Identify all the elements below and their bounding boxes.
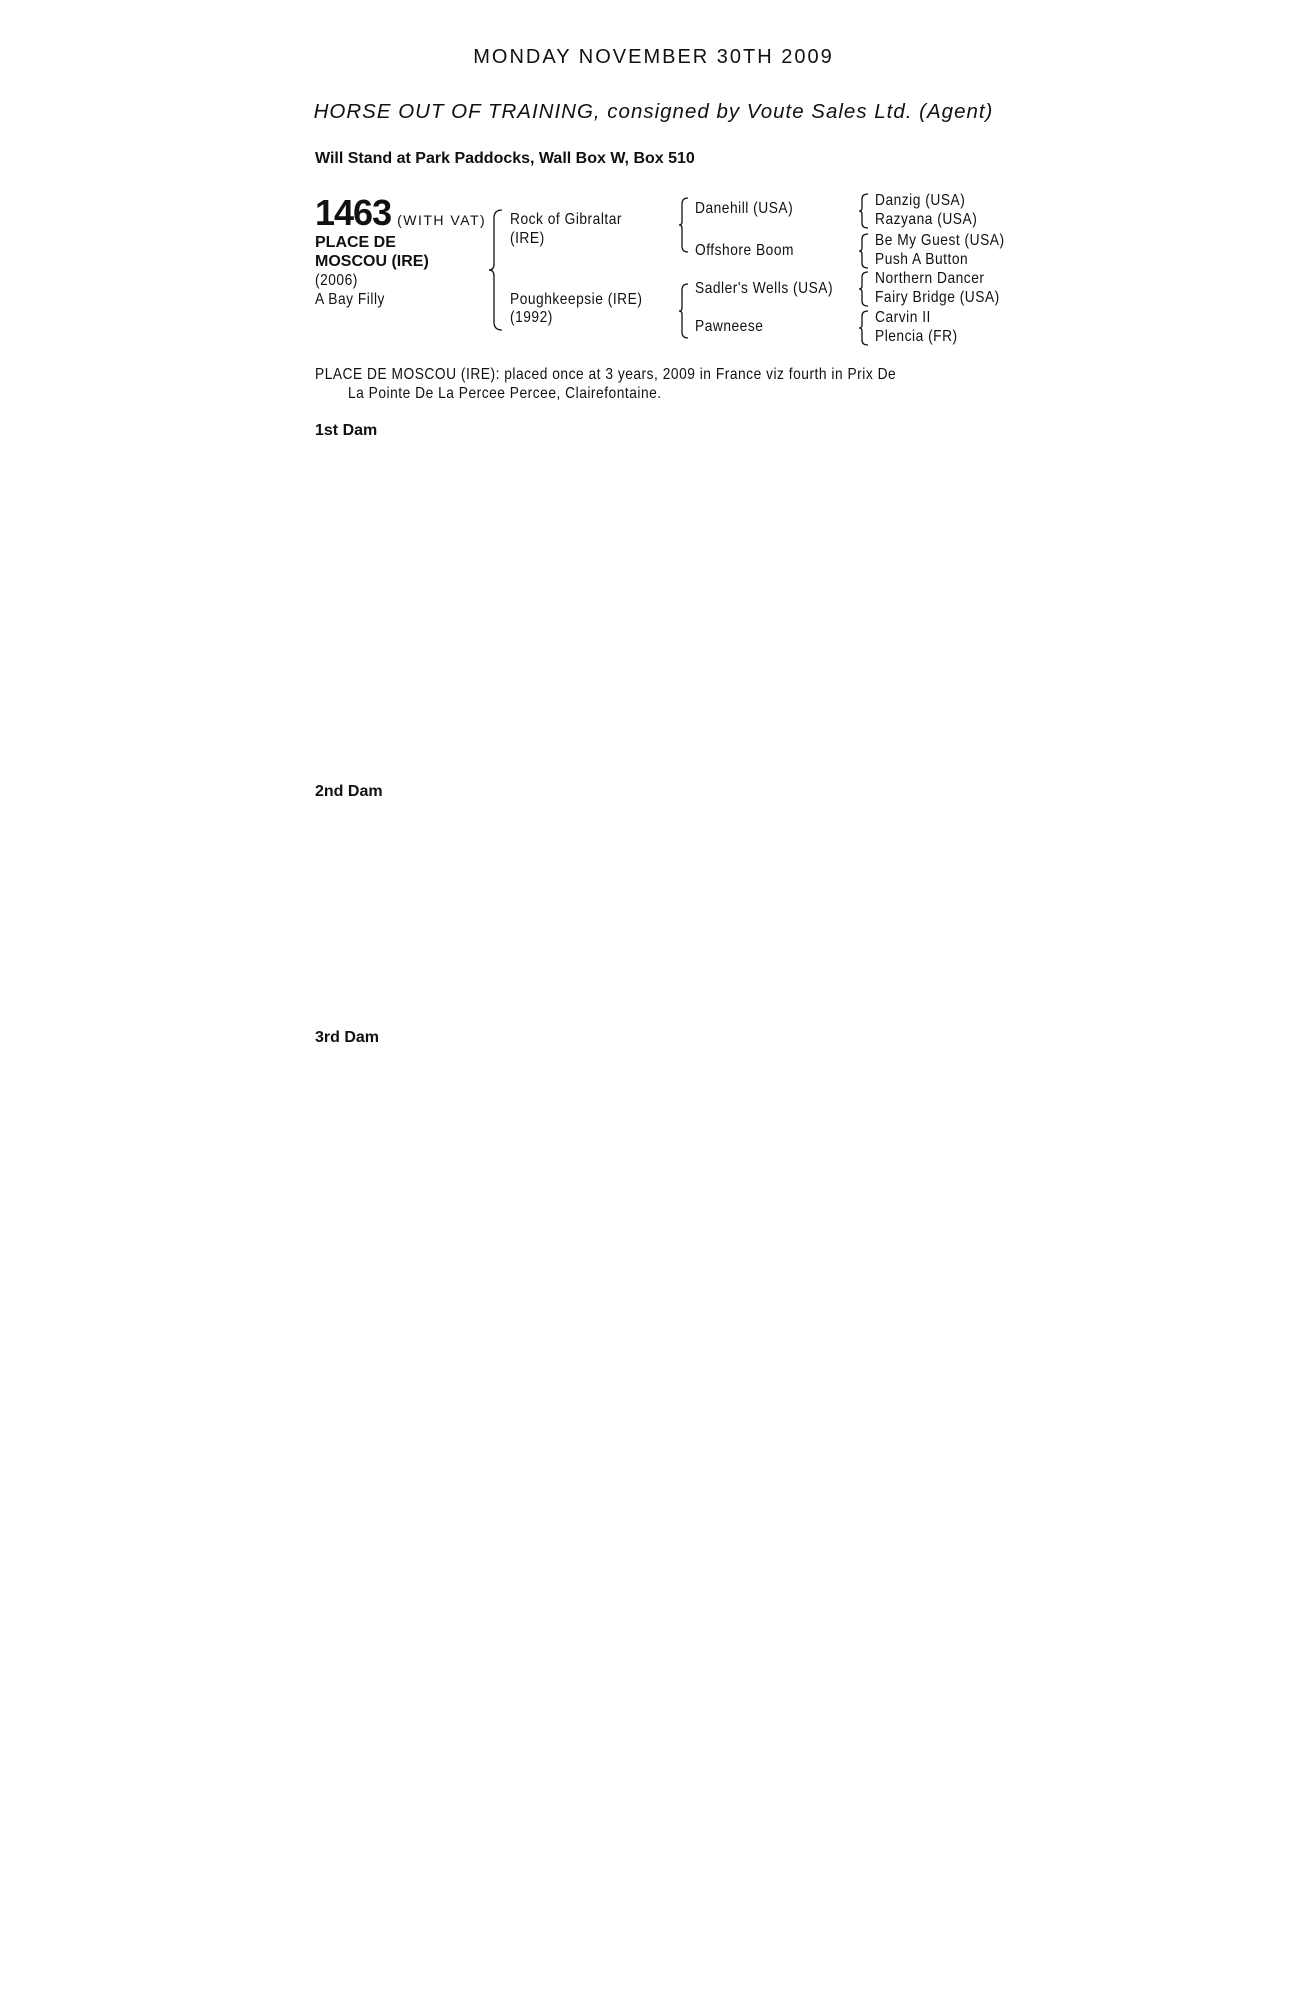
horse-name-line1: PLACE DE — [315, 234, 396, 251]
sire-country: (IRE) — [510, 230, 545, 247]
sire-name: Rock of Gibraltar — [510, 211, 623, 228]
dam-name: Poughkeepsie (IRE) — [510, 291, 643, 308]
pedigree-bracket-ds — [858, 270, 872, 308]
section-heading-1st-dam: 1st Dam — [315, 422, 378, 439]
pedigree-bracket-ss — [858, 192, 872, 230]
consignment-line: HORSE OUT OF TRAINING, consigned by Voute Sales Ltd. (Agent) — [313, 100, 994, 123]
sire-sire: Danehill (USA) — [695, 200, 794, 217]
foaling-year: (2006) — [315, 272, 358, 289]
dam-sire: Sadler's Wells (USA) — [695, 280, 834, 297]
pedigree-bracket-sire — [678, 196, 692, 254]
dam-dam: Pawneese — [695, 318, 764, 335]
gen3-4: Push A Button — [875, 251, 969, 268]
horse-description: A Bay Filly — [315, 291, 385, 308]
section-heading-3rd-dam: 3rd Dam — [315, 1029, 380, 1046]
gen3-3: Be My Guest (USA) — [875, 232, 1005, 249]
gen3-5: Northern Dancer — [875, 270, 985, 287]
section-heading-2nd-dam: 2nd Dam — [315, 783, 383, 800]
sire-dam: Offshore Boom — [695, 242, 795, 259]
lot-number: 1463 — [315, 192, 392, 233]
dam-year: (1992) — [510, 309, 553, 326]
gen3-7: Carvin II — [875, 309, 931, 326]
summary-line: PLACE DE MOSCOU (IRE): placed once at 3 years, 2009 in France viz fourth in Prix De — [315, 366, 897, 383]
gen3-6: Fairy Bridge (USA) — [875, 289, 1000, 306]
stand-location: Will Stand at Park Paddocks, Wall Box W, Box 510 — [315, 150, 695, 167]
summary-line: La Pointe De La Percee Percee, Clairefontaine. — [348, 385, 662, 402]
gen3-1: Danzig (USA) — [875, 192, 966, 209]
lot-number-block — [315, 192, 486, 234]
pedigree-bracket-main — [488, 208, 508, 332]
pedigree-bracket-sd — [858, 232, 872, 270]
vat-note: (WITH VAT) — [397, 212, 487, 228]
pedigree-bracket-dam — [678, 282, 692, 340]
sale-date: MONDAY NOVEMBER 30TH 2009 — [473, 46, 834, 68]
gen3-2: Razyana (USA) — [875, 211, 978, 228]
pedigree-bracket-dd — [858, 309, 872, 347]
horse-name-line2: MOSCOU (IRE) — [315, 253, 429, 270]
gen3-8: Plencia (FR) — [875, 328, 958, 345]
